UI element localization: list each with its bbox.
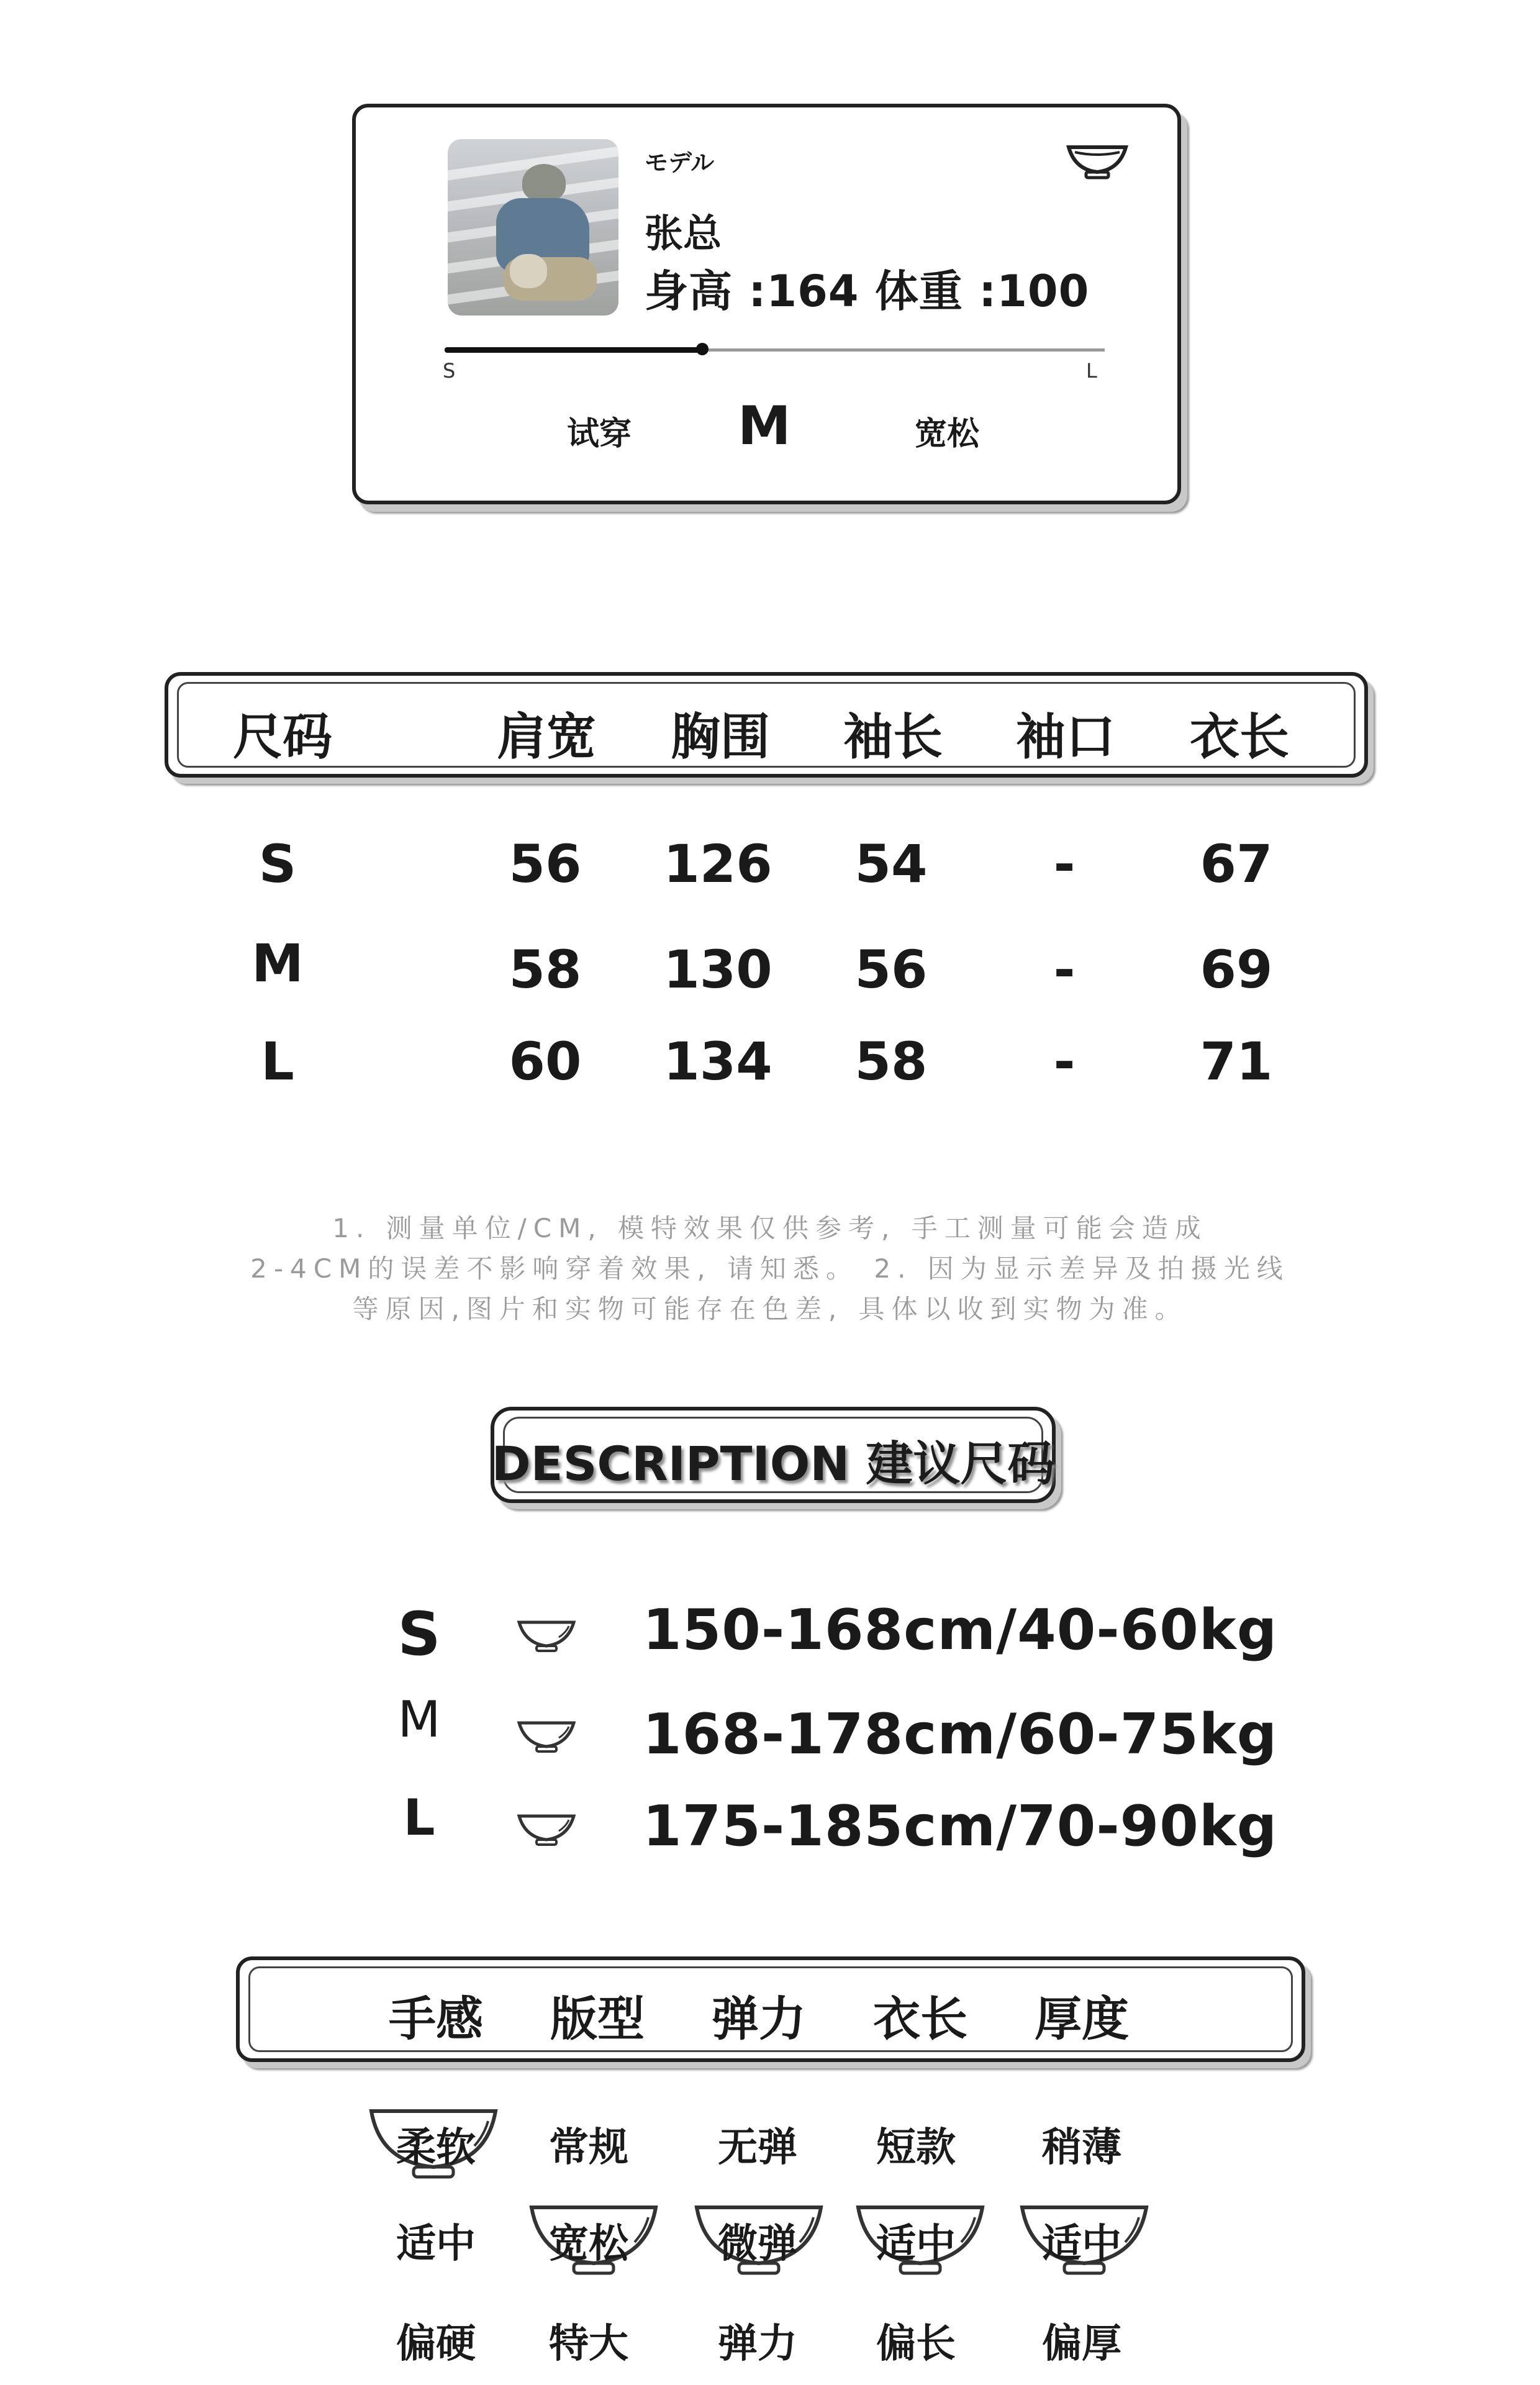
attribute-option: 偏长 <box>876 2321 956 2367</box>
rec-range: 168-178cm/60-75kg <box>643 1702 1278 1767</box>
attribute-option: 偏厚 <box>1042 2321 1121 2367</box>
bowl-icon <box>515 1809 578 1847</box>
table-cell: M <box>251 933 304 994</box>
table-cell: 130 <box>663 939 772 1000</box>
attribute-option: 无弹 <box>718 2125 797 2171</box>
table-cell: 60 <box>509 1031 582 1092</box>
attribute-option: 短款 <box>876 2125 956 2171</box>
model-card <box>352 104 1181 504</box>
fit-scale-fill <box>445 347 702 353</box>
rec-size: M <box>397 1691 441 1748</box>
table-cell: 56 <box>854 939 928 1000</box>
note-line: 1. 测量单位/CM, 模特效果仅供参考, 手工测量可能会造成 <box>332 1213 1208 1243</box>
table-cell: 134 <box>663 1031 772 1092</box>
attribute-option: 适中 <box>396 2221 476 2267</box>
table-cell: S <box>258 834 297 894</box>
table-cell: - <box>1053 1031 1076 1092</box>
attribute-option: 常规 <box>549 2125 628 2171</box>
rec-range: 150-168cm/40-60kg <box>643 1597 1278 1663</box>
header-fit: 版型 <box>550 1991 645 2047</box>
header-shoulder: 肩宽 <box>497 708 596 766</box>
header-thickness: 厚度 <box>1035 1991 1129 2047</box>
bowl-icon <box>515 1715 578 1754</box>
description-title: DESCRIPTION 建议尺码 <box>491 1436 1055 1491</box>
header-length: 衣长 <box>873 1991 967 2047</box>
scale-max-label: L <box>1086 359 1097 383</box>
header-length: 衣长 <box>1190 708 1289 766</box>
attribute-option: 柔软 <box>396 2125 476 2171</box>
header-stretch: 弹力 <box>712 1991 806 2047</box>
table-cell: - <box>1053 834 1076 894</box>
fit-size: M <box>738 395 791 457</box>
bowl-icon <box>515 1615 578 1653</box>
attribute-option: 宽松 <box>549 2221 628 2267</box>
table-cell: 71 <box>1200 1031 1273 1092</box>
attribute-option: 弹力 <box>718 2321 797 2367</box>
scale-min-label: S <box>443 359 456 383</box>
header-size: 尺码 <box>233 708 332 766</box>
table-cell: 58 <box>854 1031 928 1092</box>
attribute-option: 适中 <box>876 2221 956 2267</box>
fit-scale-marker <box>696 343 709 355</box>
attribute-option: 适中 <box>1042 2221 1121 2267</box>
note-line: 等原因,图片和实物可能存在色差, 具体以收到实物为准。 <box>352 1294 1188 1324</box>
table-cell: L <box>261 1031 294 1092</box>
table-cell: 69 <box>1200 939 1273 1000</box>
table-cell: - <box>1053 939 1076 1000</box>
model-photo <box>448 139 618 316</box>
attribute-option: 特大 <box>549 2321 628 2367</box>
model-name: 张总 <box>645 211 722 256</box>
attribute-option: 偏硬 <box>396 2321 476 2367</box>
bowl-icon <box>1065 141 1130 181</box>
header-cuff: 袖口 <box>1016 708 1115 766</box>
rec-size: L <box>403 1789 435 1847</box>
fit-right-label: 宽松 <box>915 416 980 453</box>
rec-size: S <box>397 1599 441 1669</box>
fit-left-label: 试穿 <box>567 416 632 453</box>
table-cell: 126 <box>663 834 772 894</box>
table-cell: 56 <box>509 834 582 894</box>
table-cell: 54 <box>854 834 928 894</box>
header-chest: 胸围 <box>671 708 770 766</box>
model-stats: 身高 :164 体重 :100 <box>645 266 1090 317</box>
attribute-option: 稍薄 <box>1042 2125 1121 2171</box>
attribute-option: 微弹 <box>718 2221 797 2267</box>
model-label: モデル <box>645 149 715 176</box>
table-cell: 67 <box>1200 834 1273 894</box>
rec-range: 175-185cm/70-90kg <box>643 1794 1278 1859</box>
note-line: 2-4CM的误差不影响穿着效果, 请知悉。 2. 因为显示差异及拍摄光线 <box>250 1253 1290 1284</box>
header-sleeve: 袖长 <box>843 708 943 766</box>
table-cell: 58 <box>509 939 582 1000</box>
header-feel: 手感 <box>389 1991 483 2047</box>
